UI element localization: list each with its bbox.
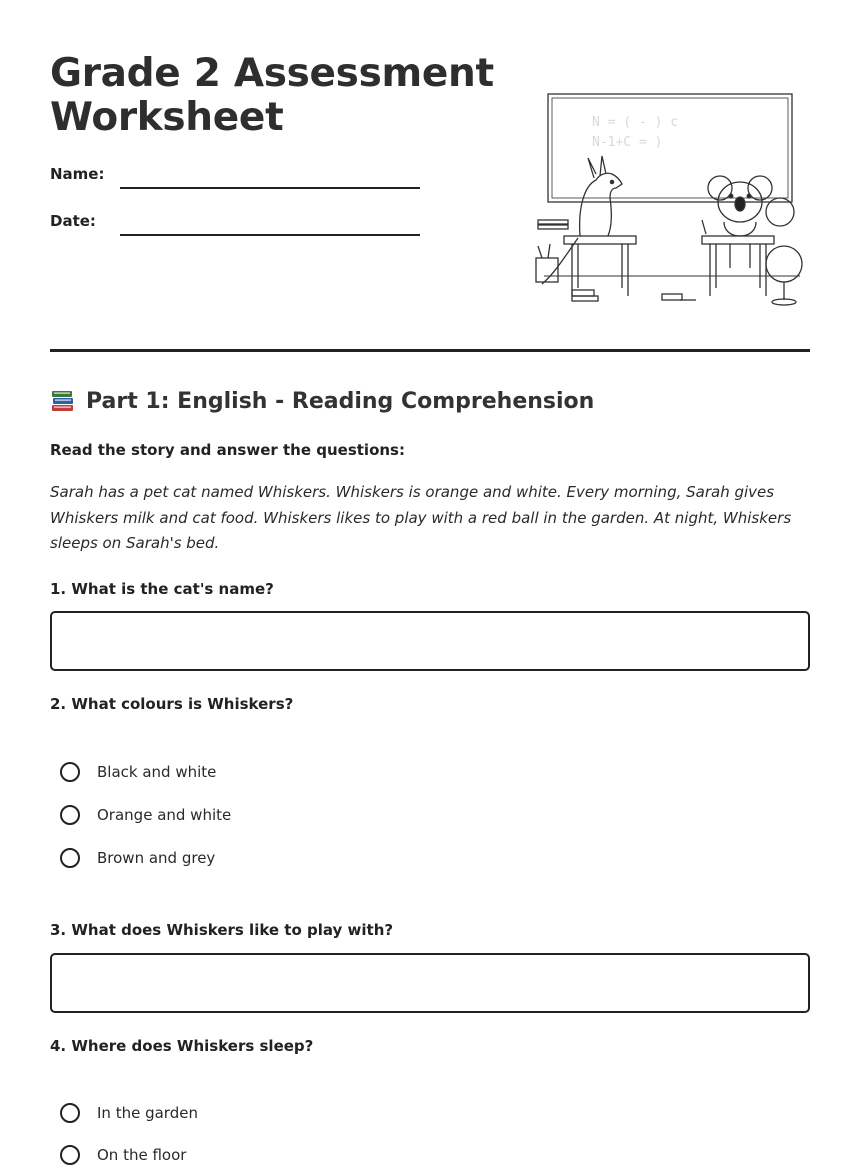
date-field[interactable]	[120, 234, 420, 236]
q4-option-1[interactable]	[60, 1103, 198, 1123]
story-text: Sarah has a pet cat named Whiskers. Whiskers is orange and white. Every morning, Sarah gives Whiskers milk and cat food. Whiskers likes to play with a red ball in the garden. At night, Whiskers sleeps on Sarah's bed.	[50, 483, 792, 552]
radio-button[interactable]	[60, 762, 80, 782]
q2-option-2[interactable]	[60, 805, 231, 825]
section-title: Part 1: English - Reading Comprehension	[86, 388, 595, 414]
radio-button[interactable]	[60, 805, 80, 825]
radio-button[interactable]	[60, 1103, 80, 1123]
answer-1-input[interactable]	[50, 611, 810, 671]
q4-option-2[interactable]	[60, 1145, 186, 1165]
option-label: In the garden	[97, 1104, 198, 1122]
question-4: 4. Where does Whiskers sleep?	[50, 1037, 314, 1055]
option-label: Brown and grey	[97, 849, 216, 867]
title-line-2: Worksheet	[50, 95, 284, 140]
chalkboard	[548, 94, 792, 202]
question-1: 1. What is the cat's name?	[50, 580, 274, 598]
name-label: Name:	[50, 165, 105, 183]
q2-option-1[interactable]	[60, 762, 216, 782]
question-3: 3. What does Whiskers like to play with?	[50, 921, 394, 939]
radio-button[interactable]	[60, 1145, 80, 1165]
date-label: Date:	[50, 212, 96, 230]
classroom-illustration	[534, 88, 806, 312]
radio-button[interactable]	[60, 848, 80, 868]
name-field[interactable]	[120, 187, 420, 189]
worksheet-title	[50, 52, 494, 140]
option-label: On the floor	[97, 1146, 187, 1164]
question-2: 2. What colours is Whiskers?	[50, 695, 294, 713]
option-label: Black and white	[97, 763, 217, 781]
header-divider	[50, 349, 810, 352]
title-line-1: Grade 2 Assessment	[50, 51, 494, 96]
globe	[766, 246, 802, 282]
board-line-2: N-1+C = )	[592, 135, 663, 150]
q2-option-3[interactable]	[60, 848, 215, 868]
section-heading	[50, 388, 594, 414]
instruction-text: Read the story and answer the questions:	[50, 441, 405, 459]
board-line-1: N = ( - ) c	[592, 115, 679, 130]
answer-3-input[interactable]	[50, 953, 810, 1013]
books-icon	[50, 388, 76, 414]
koala-drawing	[702, 176, 772, 268]
option-label: Orange and white	[97, 806, 232, 824]
